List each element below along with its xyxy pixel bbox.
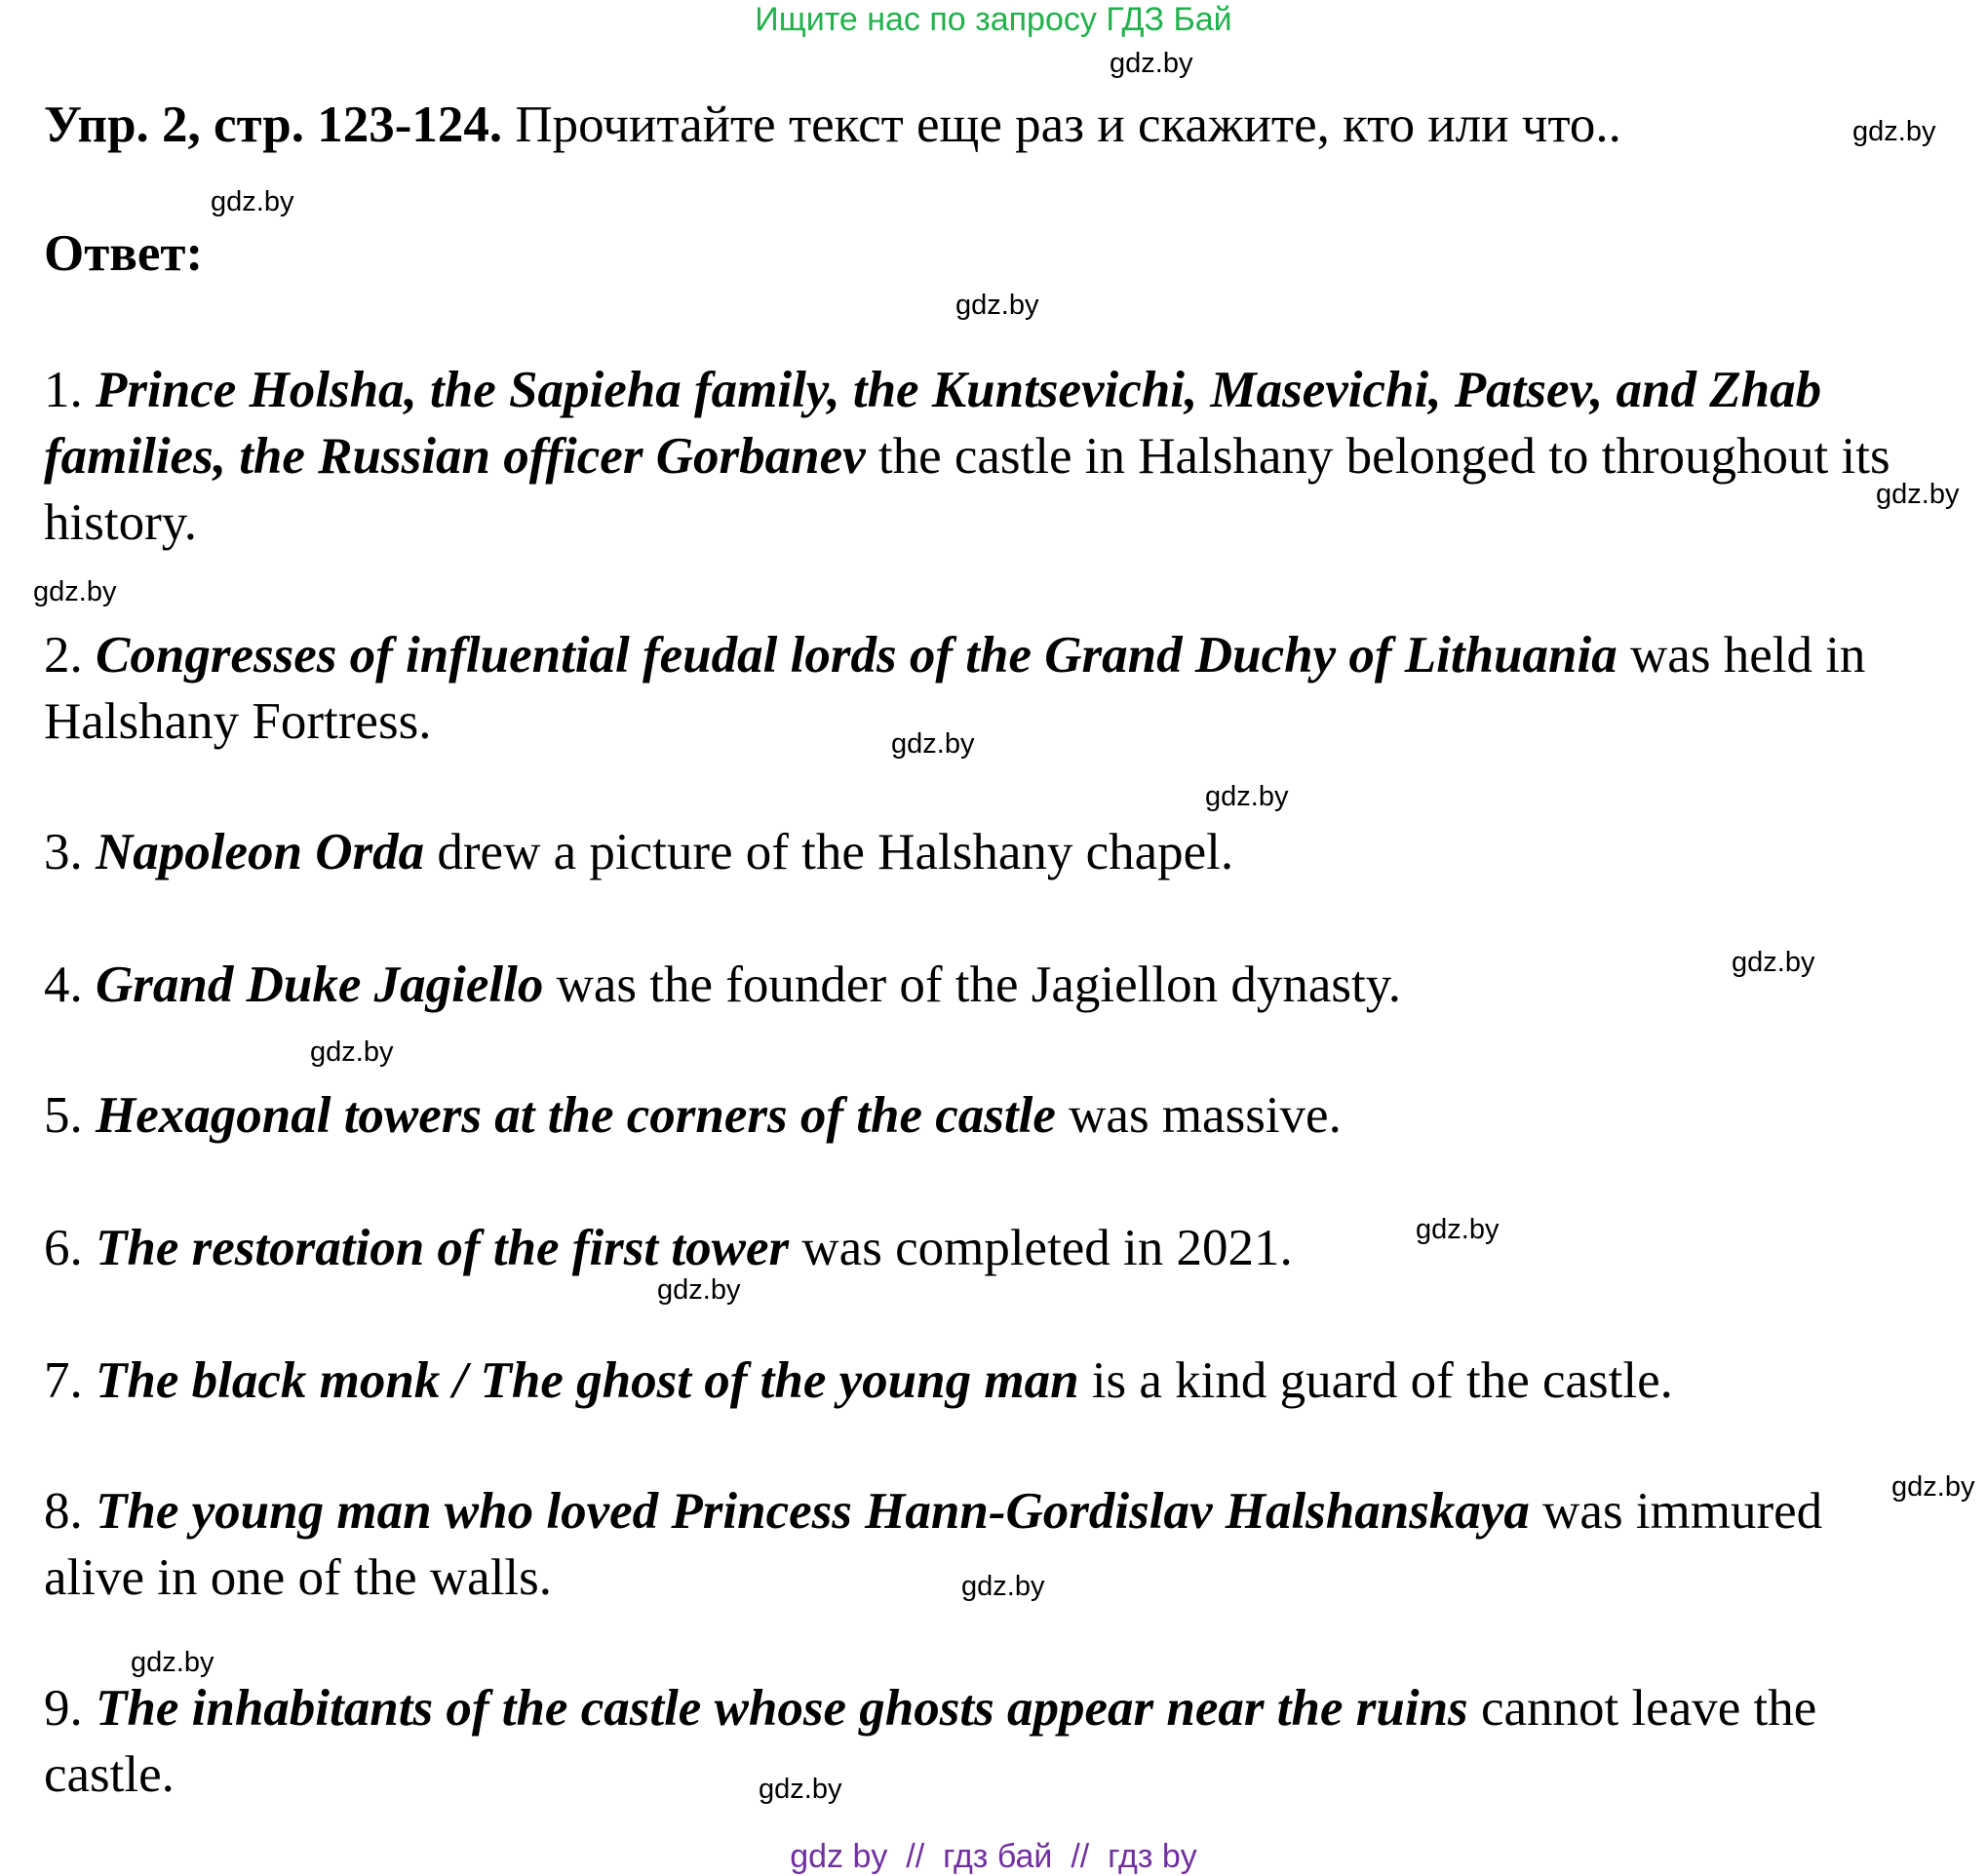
watermark: gdz.by xyxy=(1891,1471,1975,1503)
answer-label: Ответ: xyxy=(44,225,204,282)
watermark: gdz.by xyxy=(33,576,117,607)
item-answer: Grand Duke Jagiello xyxy=(96,957,544,1013)
item-answer: Napoleon Orda xyxy=(96,824,425,880)
item-rest: is a kind guard of the castle. xyxy=(1078,1352,1673,1409)
item-number: 6. xyxy=(44,1220,96,1276)
item-answer: The black monk / The ghost of the young man xyxy=(96,1352,1079,1409)
item-answer: The young man who loved Princess Hann-Gordislav Halshanskaya xyxy=(96,1483,1530,1540)
answer-item-4 xyxy=(44,952,1896,1018)
watermark: gdz.by xyxy=(211,186,294,217)
item-rest: was held in Halshany Fortress. xyxy=(44,627,1866,750)
answer-item-7 xyxy=(44,1348,1896,1414)
item-rest: was massive. xyxy=(1055,1087,1342,1144)
watermark: gdz.by xyxy=(1852,116,1936,147)
item-number: 4. xyxy=(44,957,96,1013)
item-answer: Hexagonal towers at the corners of the castle xyxy=(96,1087,1056,1144)
watermark: gdz.by xyxy=(1876,479,1960,510)
exercise-instruction: Прочитайте текст еще раз и скажите, кто или что.. xyxy=(502,97,1621,153)
watermark: gdz.by xyxy=(955,290,1039,321)
item-number: 1. xyxy=(44,362,96,418)
item-number: 5. xyxy=(44,1087,96,1144)
answer-item-9 xyxy=(44,1675,1896,1808)
watermark: gdz.by xyxy=(131,1647,214,1678)
item-answer: Congresses of influential feudal lords of the Grand Duchy of Lithuania xyxy=(96,627,1617,684)
item-rest: was completed in 2021. xyxy=(789,1220,1293,1276)
answer-item-5 xyxy=(44,1082,1896,1149)
item-answer: The inhabitants of the castle whose ghosts appear near the ruins xyxy=(96,1680,1468,1737)
watermark: gdz.by xyxy=(1205,781,1289,812)
item-rest: the castle in Halshany belonged to throughout its history. xyxy=(44,428,1890,551)
answer-item-6 xyxy=(44,1215,1896,1281)
watermark: gdz.by xyxy=(1416,1214,1500,1245)
watermark: gdz.by xyxy=(961,1571,1045,1602)
watermark: gdz.by xyxy=(891,728,975,760)
watermark: gdz.by xyxy=(1110,48,1193,79)
item-number: 8. xyxy=(44,1483,96,1540)
footer-links: gdz by // гдз бай // гдз by xyxy=(790,1838,1197,1875)
item-number: 9. xyxy=(44,1680,96,1737)
exercise-reference: Упр. 2, стр. 123-124. xyxy=(44,97,503,153)
item-rest: was immured alive in one of the walls. xyxy=(44,1483,1823,1606)
item-rest: cannot leave the castle. xyxy=(44,1680,1817,1803)
exercise-heading xyxy=(44,94,1621,156)
item-number: 2. xyxy=(44,627,96,684)
watermark: gdz.by xyxy=(310,1036,394,1068)
watermark: gdz.by xyxy=(657,1274,741,1306)
item-number: 7. xyxy=(44,1352,96,1409)
answer-item-3 xyxy=(44,819,1896,885)
answer-item-1 xyxy=(44,357,1896,556)
watermark: gdz.by xyxy=(759,1774,842,1805)
item-rest: drew a picture of the Halshany chapel. xyxy=(424,824,1234,880)
item-answer: The restoration of the first tower xyxy=(96,1220,790,1276)
item-number: 3. xyxy=(44,824,96,880)
item-rest: was the founder of the Jagiellon dynasty. xyxy=(543,957,1402,1013)
item-answer: Prince Holsha, the Sapieha family, the Kuntsevichi, Masevichi, Patsev, and Zhab families, the Russian officer Gorbanev xyxy=(44,362,1822,485)
top-banner: Ищите нас по запросу ГДЗ Бай xyxy=(755,1,1232,38)
watermark: gdz.by xyxy=(1732,947,1815,978)
